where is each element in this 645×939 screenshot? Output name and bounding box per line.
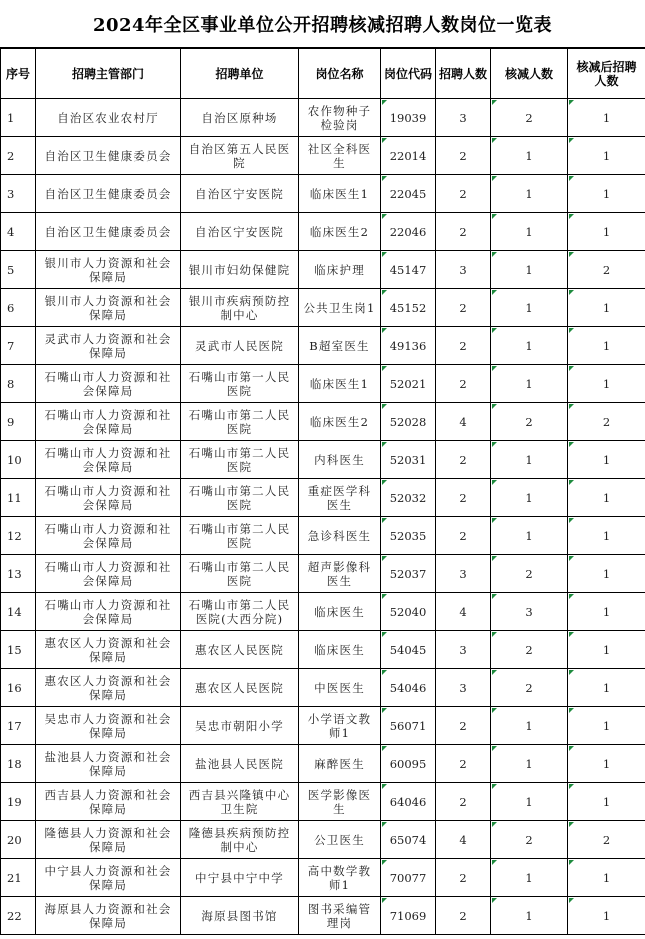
table-row <box>1 137 645 175</box>
cell-code: 52021 <box>381 365 436 403</box>
cell-code: 45147 <box>381 251 436 289</box>
table-body <box>1 99 645 935</box>
cell-code: 71069 <box>381 897 436 935</box>
cell-recruit-count: 2 <box>436 441 491 479</box>
cell-recruit-count: 2 <box>436 897 491 935</box>
cell-department: 石嘴山市人力资源和社会保障局 <box>36 403 181 441</box>
cell-final-count: 1 <box>568 213 645 251</box>
cell-unit: 惠农区人民医院 <box>181 669 299 707</box>
cell-final-count: 1 <box>568 897 645 935</box>
cell-department: 石嘴山市人力资源和社会保障局 <box>36 479 181 517</box>
cell-code: 70077 <box>381 859 436 897</box>
cell-seq: 13 <box>1 555 36 593</box>
cell-unit: 自治区宁安医院 <box>181 213 299 251</box>
cell-seq: 20 <box>1 821 36 859</box>
cell-final-count: 1 <box>568 783 645 821</box>
cell-position: 公共卫生岗1 <box>299 289 381 327</box>
cell-unit: 海原县图书馆 <box>181 897 299 935</box>
cell-unit: 石嘴山市第二人民医院 <box>181 403 299 441</box>
header-seq: 序号 <box>1 49 36 99</box>
cell-seq: 3 <box>1 175 36 213</box>
cell-unit: 石嘴山市第一人民医院 <box>181 365 299 403</box>
cell-seq: 17 <box>1 707 36 745</box>
cell-recruit-count: 2 <box>436 517 491 555</box>
page-title: 2024年全区事业单位公开招聘核减招聘人数岗位一览表 <box>0 0 645 48</box>
cell-code: 52031 <box>381 441 436 479</box>
cell-department: 自治区卫生健康委员会 <box>36 175 181 213</box>
table-row <box>1 783 645 821</box>
cell-code: 52037 <box>381 555 436 593</box>
cell-final-count: 1 <box>568 441 645 479</box>
cell-department: 盐池县人力资源和社会保障局 <box>36 745 181 783</box>
cell-department: 石嘴山市人力资源和社会保障局 <box>36 441 181 479</box>
cell-final-count: 1 <box>568 669 645 707</box>
cell-cut-count: 2 <box>491 631 568 669</box>
cell-final-count: 1 <box>568 555 645 593</box>
cell-unit: 隆德县疾病预防控制中心 <box>181 821 299 859</box>
header-code: 岗位代码 <box>381 49 436 99</box>
cell-position: 图书采编管理岗 <box>299 897 381 935</box>
cell-cut-count: 2 <box>491 669 568 707</box>
cell-cut-count: 2 <box>491 821 568 859</box>
table-row <box>1 631 645 669</box>
cell-department: 西吉县人力资源和社会保障局 <box>36 783 181 821</box>
cell-cut-count: 1 <box>491 897 568 935</box>
cell-final-count: 1 <box>568 289 645 327</box>
cell-final-count: 2 <box>568 251 645 289</box>
cell-department: 石嘴山市人力资源和社会保障局 <box>36 593 181 631</box>
table-row <box>1 289 645 327</box>
cell-recruit-count: 4 <box>436 821 491 859</box>
cell-department: 石嘴山市人力资源和社会保障局 <box>36 365 181 403</box>
table-row <box>1 365 645 403</box>
cell-final-count: 1 <box>568 137 645 175</box>
cell-position: 临床护理 <box>299 251 381 289</box>
cell-cut-count: 2 <box>491 99 568 137</box>
cell-seq: 2 <box>1 137 36 175</box>
cell-unit: 银川市妇幼保健院 <box>181 251 299 289</box>
table-row <box>1 99 645 137</box>
cell-code: 52032 <box>381 479 436 517</box>
cell-department: 中宁县人力资源和社会保障局 <box>36 859 181 897</box>
cell-recruit-count: 2 <box>436 745 491 783</box>
cell-final-count: 1 <box>568 859 645 897</box>
header-final-count: 核减后招聘人数 <box>568 49 645 99</box>
cell-recruit-count: 2 <box>436 213 491 251</box>
header-department: 招聘主管部门 <box>36 49 181 99</box>
table-row <box>1 517 645 555</box>
table-row <box>1 327 645 365</box>
cell-department: 自治区农业农村厅 <box>36 99 181 137</box>
cell-cut-count: 1 <box>491 289 568 327</box>
cell-cut-count: 1 <box>491 745 568 783</box>
cell-department: 银川市人力资源和社会保障局 <box>36 289 181 327</box>
cell-final-count: 2 <box>568 403 645 441</box>
cell-code: 52028 <box>381 403 436 441</box>
cell-recruit-count: 2 <box>436 479 491 517</box>
table-row <box>1 403 645 441</box>
cell-position: 临床医生2 <box>299 213 381 251</box>
cell-position: 超声影像科医生 <box>299 555 381 593</box>
cell-position: 公卫医生 <box>299 821 381 859</box>
cell-recruit-count: 2 <box>436 327 491 365</box>
table-row <box>1 479 645 517</box>
cell-seq: 1 <box>1 99 36 137</box>
header-cut-count: 核减人数 <box>491 49 568 99</box>
cell-department: 石嘴山市人力资源和社会保障局 <box>36 555 181 593</box>
cell-position: 社区全科医生 <box>299 137 381 175</box>
cell-unit: 自治区第五人民医院 <box>181 137 299 175</box>
cell-seq: 15 <box>1 631 36 669</box>
cell-final-count: 1 <box>568 707 645 745</box>
cell-cut-count: 1 <box>491 175 568 213</box>
cell-unit: 石嘴山市第二人民医院 <box>181 479 299 517</box>
cell-position: 重症医学科医生 <box>299 479 381 517</box>
cell-final-count: 1 <box>568 517 645 555</box>
cell-position: 农作物种子检验岗 <box>299 99 381 137</box>
positions-table <box>0 48 645 935</box>
cell-seq: 16 <box>1 669 36 707</box>
cell-cut-count: 2 <box>491 403 568 441</box>
cell-code: 19039 <box>381 99 436 137</box>
cell-cut-count: 1 <box>491 365 568 403</box>
cell-recruit-count: 3 <box>436 631 491 669</box>
cell-recruit-count: 2 <box>436 289 491 327</box>
cell-seq: 6 <box>1 289 36 327</box>
cell-recruit-count: 4 <box>436 593 491 631</box>
cell-unit: 石嘴山市第二人民医院 <box>181 517 299 555</box>
cell-code: 54045 <box>381 631 436 669</box>
table-row <box>1 669 645 707</box>
cell-position: 急诊科医生 <box>299 517 381 555</box>
cell-final-count: 1 <box>568 479 645 517</box>
cell-unit: 灵武市人民医院 <box>181 327 299 365</box>
cell-cut-count: 1 <box>491 327 568 365</box>
header-position: 岗位名称 <box>299 49 381 99</box>
table-row <box>1 821 645 859</box>
cell-recruit-count: 3 <box>436 99 491 137</box>
header-recruit-count: 招聘人数 <box>436 49 491 99</box>
cell-unit: 盐池县人民医院 <box>181 745 299 783</box>
cell-position: B超室医生 <box>299 327 381 365</box>
cell-recruit-count: 3 <box>436 555 491 593</box>
cell-cut-count: 1 <box>491 479 568 517</box>
cell-department: 惠农区人力资源和社会保障局 <box>36 631 181 669</box>
cell-position: 高中数学教师1 <box>299 859 381 897</box>
cell-department: 自治区卫生健康委员会 <box>36 137 181 175</box>
cell-final-count: 1 <box>568 365 645 403</box>
cell-cut-count: 1 <box>491 137 568 175</box>
cell-unit: 自治区宁安医院 <box>181 175 299 213</box>
cell-department: 吴忠市人力资源和社会保障局 <box>36 707 181 745</box>
cell-code: 64046 <box>381 783 436 821</box>
cell-seq: 12 <box>1 517 36 555</box>
cell-position: 临床医生1 <box>299 365 381 403</box>
cell-cut-count: 1 <box>491 859 568 897</box>
cell-recruit-count: 3 <box>436 669 491 707</box>
cell-seq: 9 <box>1 403 36 441</box>
cell-unit: 吴忠市朝阳小学 <box>181 707 299 745</box>
cell-seq: 18 <box>1 745 36 783</box>
cell-final-count: 1 <box>568 175 645 213</box>
cell-position: 中医医生 <box>299 669 381 707</box>
cell-department: 惠农区人力资源和社会保障局 <box>36 669 181 707</box>
cell-department: 灵武市人力资源和社会保障局 <box>36 327 181 365</box>
cell-unit: 中宁县中宁中学 <box>181 859 299 897</box>
cell-code: 22045 <box>381 175 436 213</box>
cell-cut-count: 2 <box>491 555 568 593</box>
table-header-row <box>1 49 645 99</box>
cell-code: 22046 <box>381 213 436 251</box>
cell-recruit-count: 2 <box>436 137 491 175</box>
cell-position: 内科医生 <box>299 441 381 479</box>
cell-unit: 石嘴山市第二人民医院 <box>181 555 299 593</box>
cell-code: 22014 <box>381 137 436 175</box>
table-row <box>1 897 645 935</box>
cell-department: 海原县人力资源和社会保障局 <box>36 897 181 935</box>
cell-seq: 14 <box>1 593 36 631</box>
cell-seq: 22 <box>1 897 36 935</box>
cell-final-count: 2 <box>568 821 645 859</box>
cell-code: 52040 <box>381 593 436 631</box>
cell-cut-count: 1 <box>491 517 568 555</box>
cell-position: 临床医生 <box>299 631 381 669</box>
table-row <box>1 859 645 897</box>
header-unit: 招聘单位 <box>181 49 299 99</box>
cell-code: 65074 <box>381 821 436 859</box>
cell-recruit-count: 2 <box>436 783 491 821</box>
cell-unit: 西吉县兴隆镇中心卫生院 <box>181 783 299 821</box>
table-row <box>1 555 645 593</box>
cell-recruit-count: 3 <box>436 251 491 289</box>
cell-recruit-count: 2 <box>436 365 491 403</box>
cell-position: 临床医生1 <box>299 175 381 213</box>
cell-code: 52035 <box>381 517 436 555</box>
cell-department: 石嘴山市人力资源和社会保障局 <box>36 517 181 555</box>
cell-unit: 惠农区人民医院 <box>181 631 299 669</box>
cell-position: 小学语文教师1 <box>299 707 381 745</box>
cell-final-count: 1 <box>568 593 645 631</box>
cell-recruit-count: 2 <box>436 859 491 897</box>
cell-cut-count: 1 <box>491 251 568 289</box>
cell-seq: 8 <box>1 365 36 403</box>
cell-seq: 4 <box>1 213 36 251</box>
cell-cut-count: 1 <box>491 441 568 479</box>
cell-code: 54046 <box>381 669 436 707</box>
cell-unit: 自治区原种场 <box>181 99 299 137</box>
table-row <box>1 593 645 631</box>
cell-recruit-count: 4 <box>436 403 491 441</box>
cell-final-count: 1 <box>568 327 645 365</box>
cell-position: 临床医生 <box>299 593 381 631</box>
cell-final-count: 1 <box>568 745 645 783</box>
cell-final-count: 1 <box>568 631 645 669</box>
cell-unit: 石嘴山市第二人民医院(大西分院) <box>181 593 299 631</box>
cell-cut-count: 1 <box>491 707 568 745</box>
cell-cut-count: 1 <box>491 783 568 821</box>
cell-code: 56071 <box>381 707 436 745</box>
cell-cut-count: 3 <box>491 593 568 631</box>
cell-final-count: 1 <box>568 99 645 137</box>
cell-seq: 10 <box>1 441 36 479</box>
cell-position: 麻醉医生 <box>299 745 381 783</box>
cell-unit: 石嘴山市第二人民医院 <box>181 441 299 479</box>
cell-recruit-count: 2 <box>436 175 491 213</box>
cell-code: 60095 <box>381 745 436 783</box>
table-row <box>1 251 645 289</box>
cell-position: 医学影像医生 <box>299 783 381 821</box>
cell-code: 45152 <box>381 289 436 327</box>
table-row <box>1 707 645 745</box>
cell-cut-count: 1 <box>491 213 568 251</box>
cell-seq: 21 <box>1 859 36 897</box>
table-row <box>1 745 645 783</box>
cell-recruit-count: 2 <box>436 707 491 745</box>
table-row <box>1 175 645 213</box>
cell-seq: 11 <box>1 479 36 517</box>
cell-seq: 5 <box>1 251 36 289</box>
cell-code: 49136 <box>381 327 436 365</box>
cell-department: 自治区卫生健康委员会 <box>36 213 181 251</box>
cell-department: 隆德县人力资源和社会保障局 <box>36 821 181 859</box>
table-row <box>1 441 645 479</box>
cell-unit: 银川市疾病预防控制中心 <box>181 289 299 327</box>
cell-seq: 7 <box>1 327 36 365</box>
table-row <box>1 213 645 251</box>
cell-position: 临床医生2 <box>299 403 381 441</box>
cell-seq: 19 <box>1 783 36 821</box>
cell-department: 银川市人力资源和社会保障局 <box>36 251 181 289</box>
